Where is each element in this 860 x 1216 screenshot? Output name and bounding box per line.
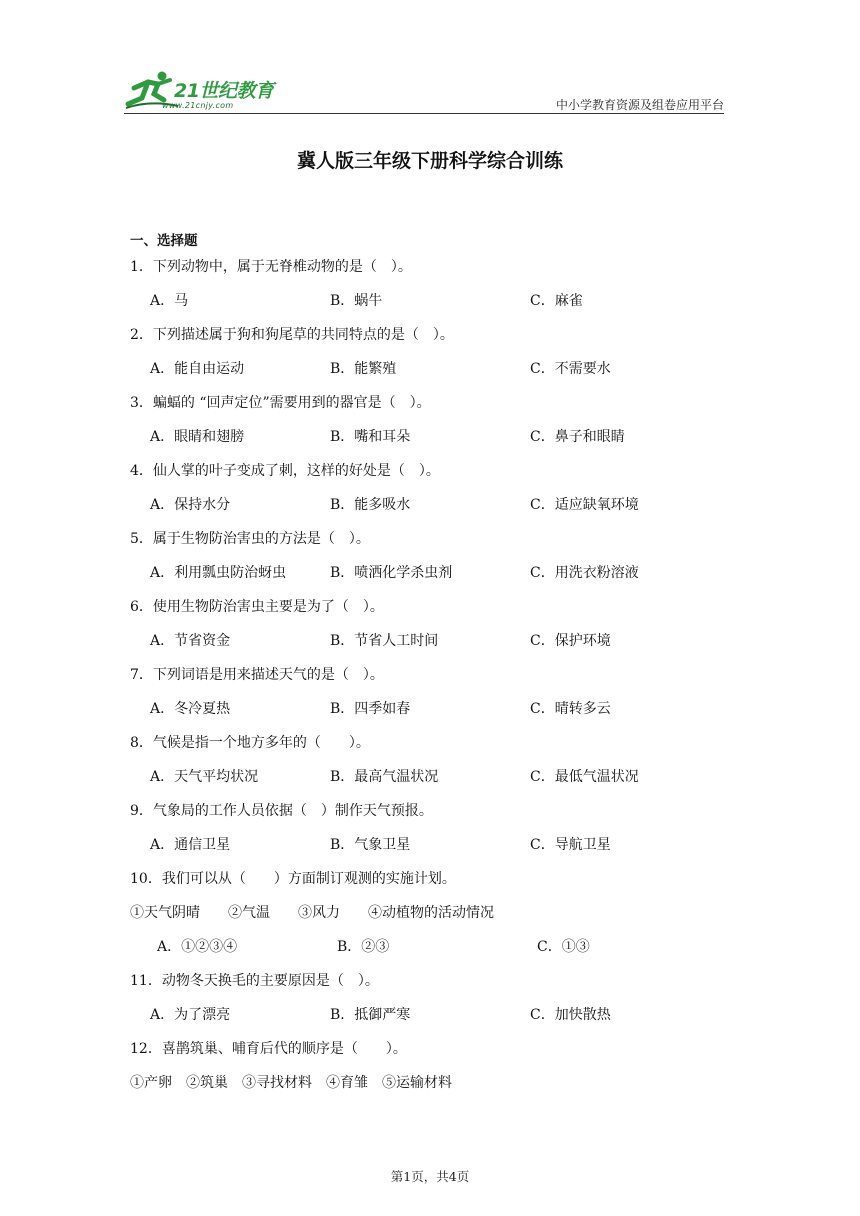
question-stem: 9．气象局的工作人员依据（ ）制作天气预报。 <box>130 803 433 819</box>
answer-option[interactable]: B．节省人工时间 <box>330 633 439 649</box>
answer-option[interactable]: C．晴转多云 <box>530 701 611 717</box>
question-stem: 7．下列词语是用来描述天气的是（ ）。 <box>130 667 384 683</box>
answer-option[interactable]: C．加快散热 <box>530 1007 611 1023</box>
question-stem: 8．气候是指一个地方多年的（ ）。 <box>130 735 370 751</box>
answer-option[interactable]: A．能自由运动 <box>150 361 245 377</box>
logo-url: www.21cnjy.com <box>162 101 234 110</box>
question-stem: 6．使用生物防治害虫主要是为了（ ）。 <box>130 599 384 615</box>
answer-option[interactable]: B．②③ <box>337 939 390 955</box>
answer-option[interactable]: A．①②③④ <box>157 939 238 955</box>
answer-option[interactable]: B．嘴和耳朵 <box>330 429 411 445</box>
answer-option[interactable]: C．鼻子和眼睛 <box>530 429 625 445</box>
answer-option[interactable]: B．气象卫星 <box>330 837 411 853</box>
answer-option[interactable]: B．能繁殖 <box>330 361 397 377</box>
section-heading: 一、选择题 <box>130 233 198 249</box>
answer-option[interactable]: C．用洗衣粉溶液 <box>530 565 639 581</box>
question-stem: 2．下列描述属于狗和狗尾草的共同特点的是（ ）。 <box>130 327 454 343</box>
question-statements: ①天气阴晴 ②气温 ③风力 ④动植物的活动情况 <box>130 905 494 921</box>
platform-label: 中小学教育资源及组卷应用平台 <box>555 98 724 112</box>
answer-option[interactable]: A．节省资金 <box>150 633 231 649</box>
answer-option[interactable]: C．最低气温状况 <box>530 769 639 785</box>
answer-option[interactable]: B．蜗牛 <box>330 293 383 309</box>
question-stem: 10．我们可以从（ ）方面制订观测的实施计划。 <box>130 871 456 887</box>
answer-option[interactable]: C．①③ <box>537 939 590 955</box>
answer-option[interactable]: A．利用瓢虫防治蚜虫 <box>150 565 287 581</box>
answer-option[interactable]: C．导航卫星 <box>530 837 611 853</box>
answer-option[interactable]: C．不需要水 <box>530 361 611 377</box>
question-stem: 1．下列动物中，属于无脊椎动物的是（ ）。 <box>130 259 412 275</box>
answer-option[interactable]: C．保护环境 <box>530 633 611 649</box>
question-stem: 12．喜鹊筑巢、哺育后代的顺序是（ ）。 <box>130 1041 407 1057</box>
logo-text: 21世纪教育 <box>174 80 274 102</box>
brand-logo <box>124 70 294 114</box>
page-footer: 第1页，共4页 <box>390 1169 470 1184</box>
answer-option[interactable]: B．能多吸水 <box>330 497 411 513</box>
answer-option[interactable]: A．天气平均状况 <box>150 769 259 785</box>
question-statements: ①产卵 ②筑巢 ③寻找材料 ④育雏 ⑤运输材料 <box>130 1075 452 1091</box>
answer-option[interactable]: B．最高气温状况 <box>330 769 439 785</box>
question-stem: 3．蝙蝠的 “回声定位”需要用到的器官是（ ）。 <box>130 395 431 411</box>
answer-option[interactable]: A．保持水分 <box>150 497 231 513</box>
answer-option[interactable]: B．喷洒化学杀虫剂 <box>330 565 453 581</box>
question-stem: 11．动物冬天换毛的主要原因是（ ）。 <box>130 973 379 989</box>
answer-option[interactable]: A．冬冷夏热 <box>150 701 231 717</box>
header-divider <box>124 113 724 114</box>
question-stem: 4．仙人掌的叶子变成了刺，这样的好处是（ ）。 <box>130 463 440 479</box>
page-title: 冀人版三年级下册科学综合训练 <box>296 150 563 172</box>
answer-option[interactable]: B．抵御严寒 <box>330 1007 411 1023</box>
page-header <box>124 66 724 114</box>
answer-option[interactable]: A．眼睛和翅膀 <box>150 429 245 445</box>
answer-option[interactable]: A．马 <box>150 293 189 309</box>
answer-option[interactable]: B．四季如春 <box>330 701 411 717</box>
question-stem: 5．属于生物防治害虫的方法是（ ）。 <box>130 531 370 547</box>
answer-option[interactable]: A．为了漂亮 <box>150 1007 231 1023</box>
answer-option[interactable]: A．通信卫星 <box>150 837 231 853</box>
answer-option[interactable]: C．麻雀 <box>530 293 583 309</box>
answer-option[interactable]: C．适应缺氧环境 <box>530 497 639 513</box>
